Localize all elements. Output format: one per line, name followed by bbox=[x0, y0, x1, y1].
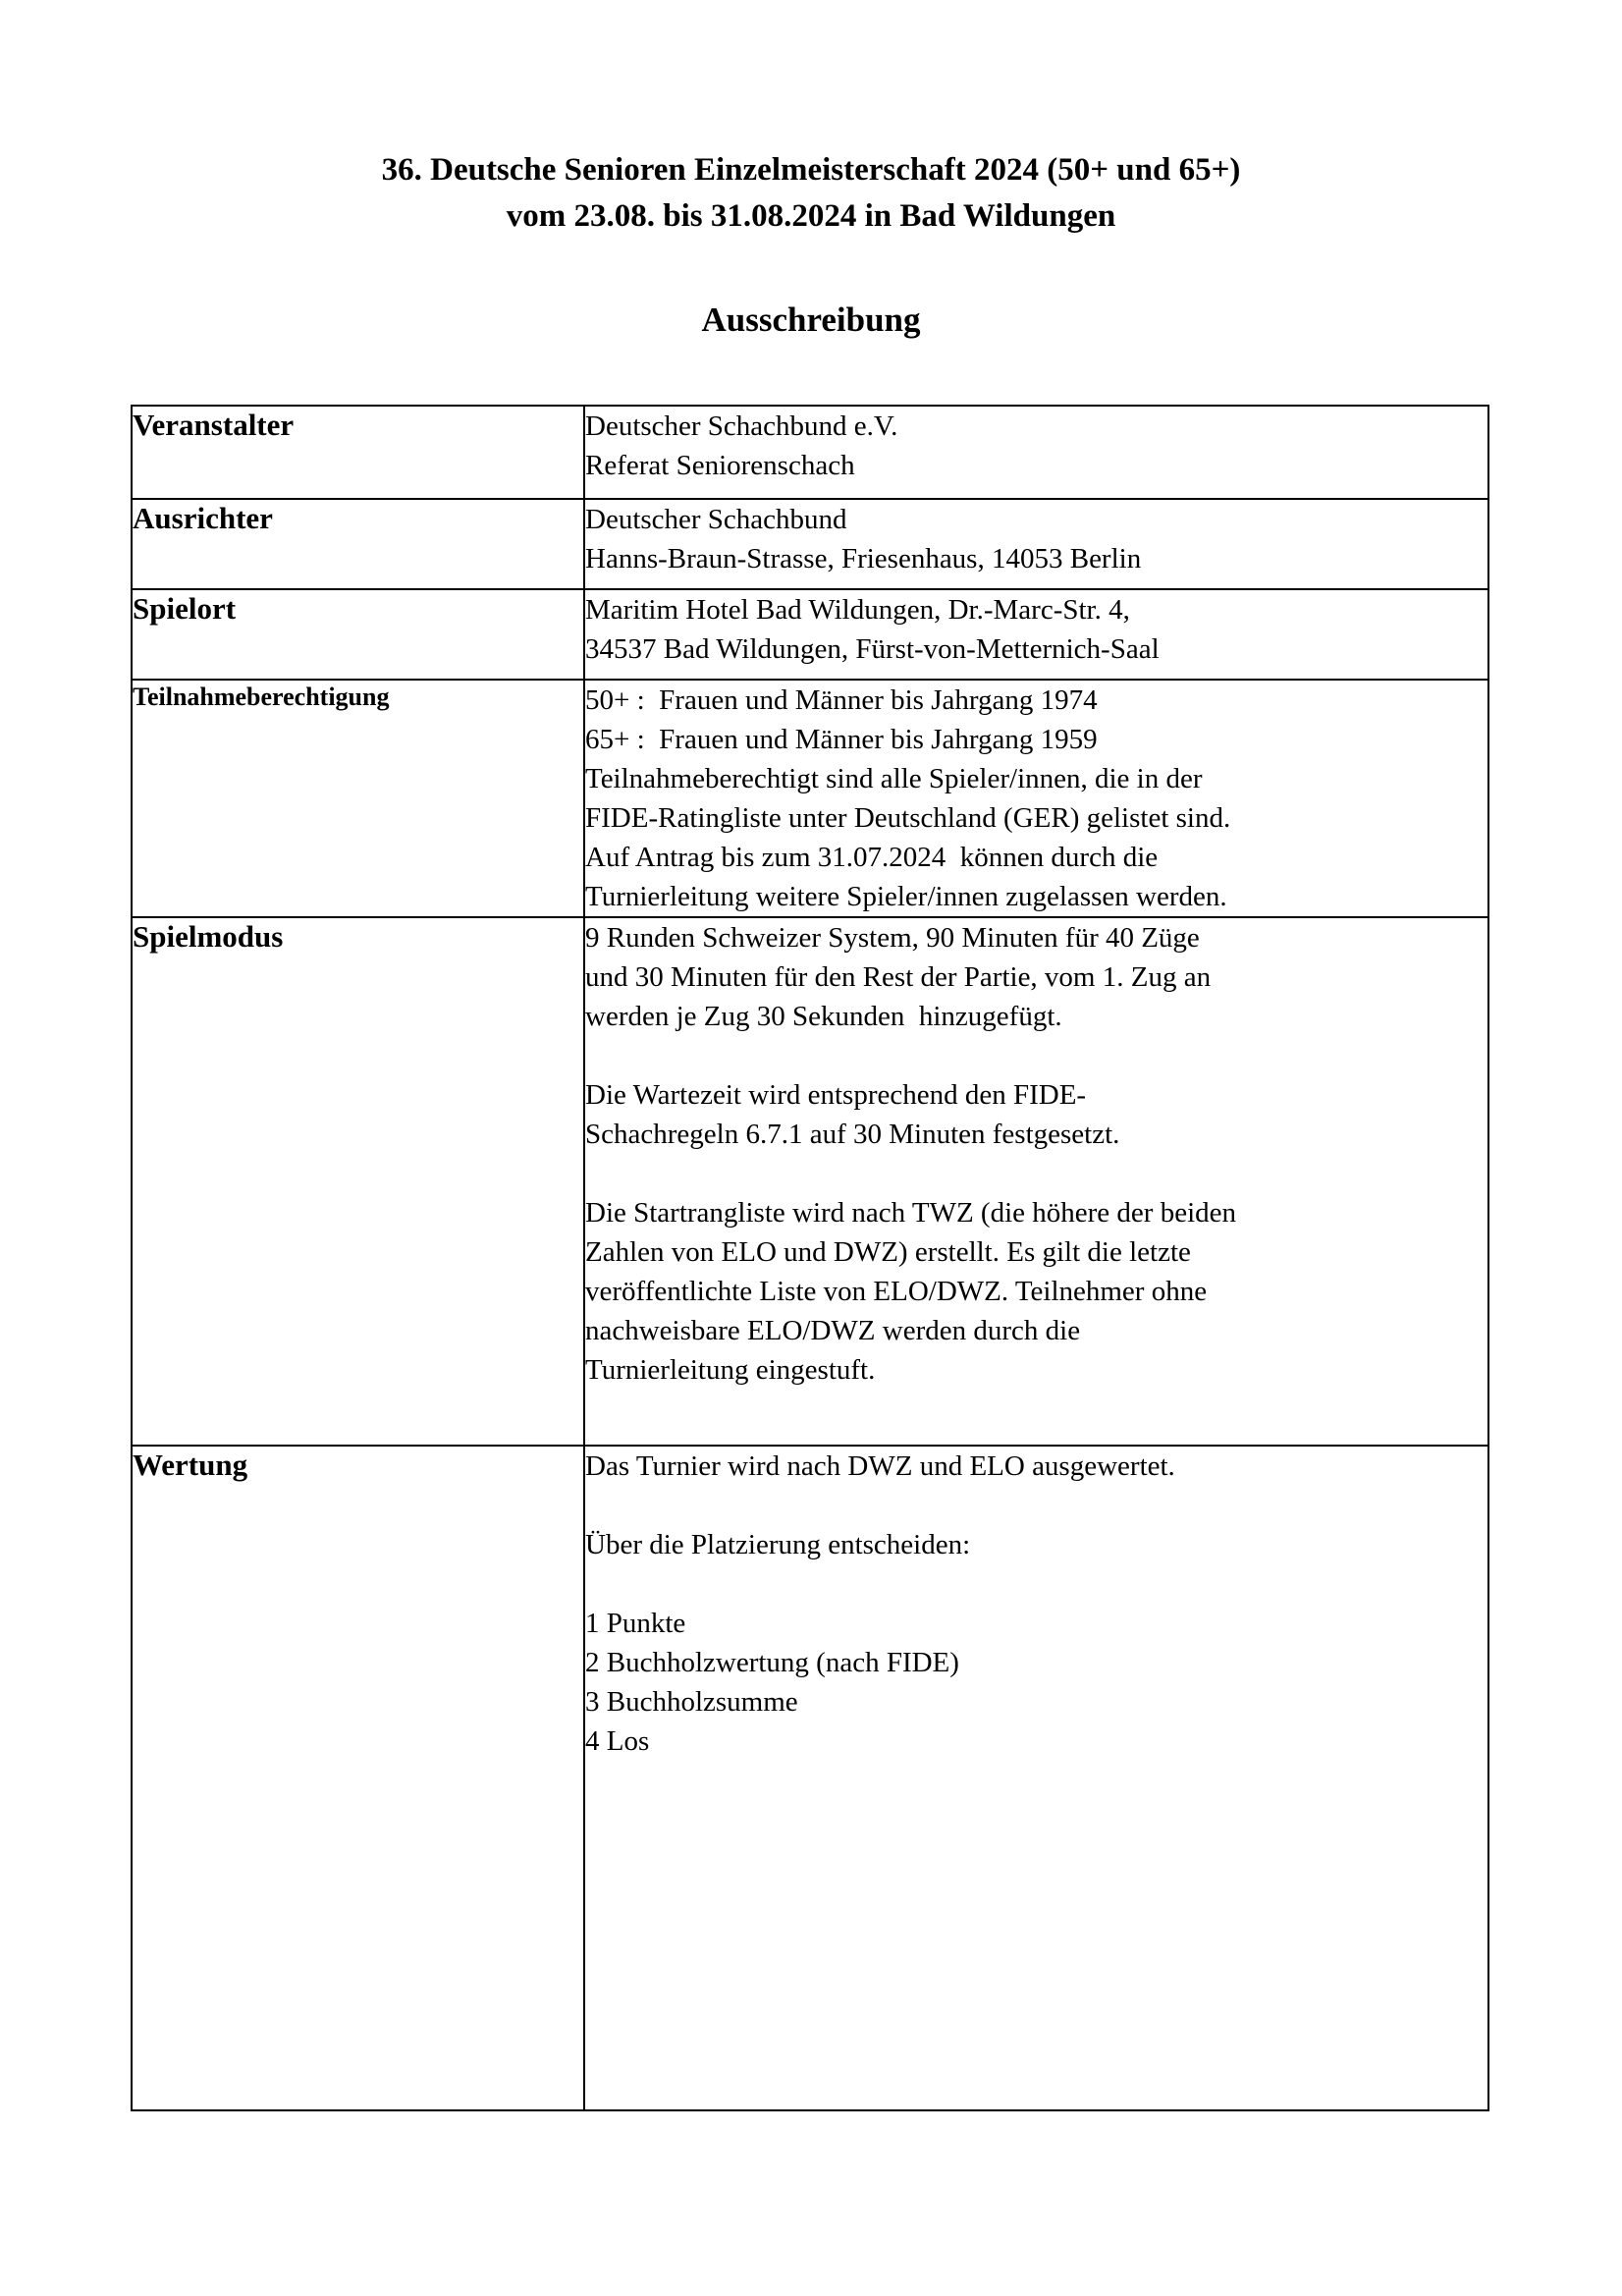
value-line: Turnierleitung eingestuft. bbox=[585, 1354, 876, 1386]
value-line: Turnierleitung weitere Spieler/innen zugelassen werden. bbox=[585, 881, 1227, 912]
value-line: Die Wartezeit wird entsprechend den FIDE- bbox=[585, 1079, 1087, 1111]
table-row bbox=[132, 406, 1488, 499]
value-line: 1 Punkte bbox=[585, 1608, 686, 1639]
tournament-info-table bbox=[131, 405, 1489, 2111]
value-line: Die Startrangliste wird nach TWZ (die höhere der beiden bbox=[585, 1197, 1236, 1229]
value-line: 3 Buchholzsumme bbox=[585, 1686, 798, 1718]
title-line-1: 36. Deutsche Senioren Einzelmeisterschaft 2024 (50+ und 65+) bbox=[381, 152, 1241, 188]
row-value-cell-veranstalter bbox=[584, 406, 1488, 499]
row-label: Wertung bbox=[133, 1448, 248, 1482]
table-row bbox=[132, 1446, 1488, 2110]
value-line: Hanns-Braun-Strasse, Friesenhaus, 14053 Berlin bbox=[585, 543, 1142, 574]
value-line: Zahlen von ELO und DWZ) erstellt. Es gilt die letzte bbox=[585, 1236, 1191, 1268]
row-label: Veranstalter bbox=[133, 408, 295, 442]
row-label-cell-ausrichter bbox=[132, 499, 584, 589]
value-line: 34537 Bad Wildungen, Fürst-von-Metternich-Saal bbox=[585, 633, 1160, 665]
row-label: Teilnahmeberechtigung bbox=[133, 683, 390, 711]
value-line: Über die Platzierung entscheiden: bbox=[585, 1529, 971, 1560]
value-line: 65+ : Frauen und Männer bis Jahrgang 1959 bbox=[585, 724, 1098, 755]
value-line: Maritim Hotel Bad Wildungen, Dr.-Marc-Str. 4, bbox=[585, 594, 1130, 626]
table-row bbox=[132, 589, 1488, 680]
value-line: Deutscher Schachbund bbox=[585, 504, 847, 535]
row-label-cell-wertung bbox=[132, 1446, 584, 2110]
row-label: Ausrichter bbox=[133, 501, 273, 535]
row-label-cell-spielmodus bbox=[132, 917, 584, 1446]
row-value-cell-spielmodus bbox=[584, 917, 1488, 1446]
value-line: 4 Los bbox=[585, 1725, 650, 1757]
value-line: nachweisbare ELO/DWZ werden durch die bbox=[585, 1315, 1081, 1346]
row-label: Spielmodus bbox=[133, 919, 284, 954]
value-line: Teilnahmeberechtigt sind alle Spieler/innen, die in der bbox=[585, 763, 1203, 794]
subtitle-text: Ausschreibung bbox=[701, 301, 921, 339]
row-value-cell-teilnahmeberechtigung bbox=[584, 680, 1488, 917]
table-row bbox=[132, 680, 1488, 917]
row-value-cell-spielort bbox=[584, 589, 1488, 680]
row-label-cell-spielort bbox=[132, 589, 584, 680]
value-line: 9 Runden Schweizer System, 90 Minuten für 40 Züge bbox=[585, 922, 1200, 954]
value-spacer bbox=[585, 1036, 1487, 1075]
table-row bbox=[132, 917, 1488, 1446]
value-spacer bbox=[585, 1486, 1487, 1525]
value-line: Das Turnier wird nach DWZ und ELO ausgewertet. bbox=[585, 1450, 1175, 1482]
row-value-cell-wertung bbox=[584, 1446, 1488, 2110]
document-title bbox=[0, 147, 1622, 240]
value-spacer bbox=[585, 1154, 1487, 1193]
value-line: werden je Zug 30 Sekunden hinzugefügt. bbox=[585, 1001, 1062, 1032]
value-line: Auf Antrag bis zum 31.07.2024 können durch die bbox=[585, 842, 1159, 873]
value-line: FIDE-Ratingliste unter Deutschland (GER) gelistet sind. bbox=[585, 802, 1231, 834]
value-line: 50+ : Frauen und Männer bis Jahrgang 1974 bbox=[585, 684, 1098, 716]
title-line-2: vom 23.08. bis 31.08.2024 in Bad Wildungen bbox=[506, 198, 1116, 234]
value-line: veröffentlichte Liste von ELO/DWZ. Teilnehmer ohne bbox=[585, 1276, 1208, 1307]
value-line: 2 Buchholzwertung (nach FIDE) bbox=[585, 1647, 959, 1678]
value-line: Referat Seniorenschach bbox=[585, 450, 855, 481]
value-line: und 30 Minuten für den Rest der Partie, vom 1. Zug an bbox=[585, 961, 1212, 993]
table-row bbox=[132, 499, 1488, 589]
value-line: Deutscher Schachbund e.V. bbox=[585, 410, 898, 442]
row-label-cell-veranstalter bbox=[132, 406, 584, 499]
value-line: Schachregeln 6.7.1 auf 30 Minuten festgesetzt. bbox=[585, 1119, 1120, 1150]
value-spacer bbox=[585, 1564, 1487, 1604]
row-value-cell-ausrichter bbox=[584, 499, 1488, 589]
document-subtitle bbox=[0, 300, 1622, 341]
row-label-cell-teilnahmeberechtigung bbox=[132, 680, 584, 917]
row-label: Spielort bbox=[133, 591, 237, 626]
